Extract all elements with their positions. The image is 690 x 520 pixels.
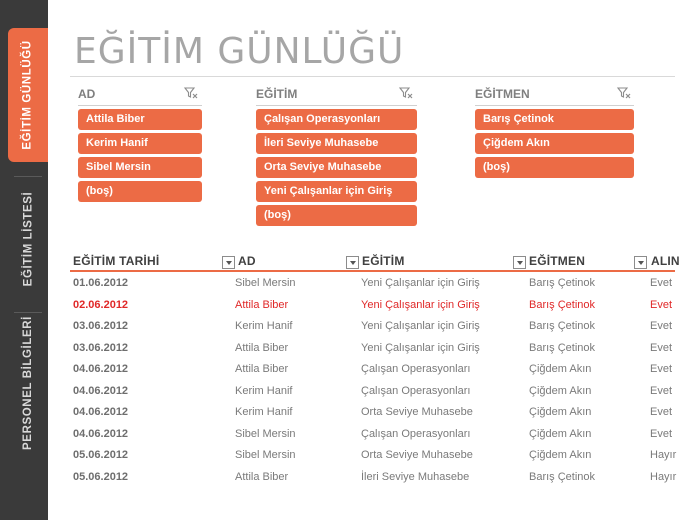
- slicer-title: AD: [78, 87, 96, 101]
- slicer-egitmen: [475, 84, 634, 181]
- table-row[interactable]: [70, 466, 675, 488]
- clear-filter-icon[interactable]: [399, 86, 413, 100]
- cell-date: 03.06.2012: [73, 341, 129, 354]
- cell-egitim: Yeni Çalışanlar için Giriş: [361, 277, 480, 289]
- table-row[interactable]: [70, 444, 675, 466]
- cell-alin: Evet: [650, 384, 673, 397]
- slicer-item[interactable]: Sibel Mersin: [78, 157, 202, 178]
- slicer-items: [256, 106, 417, 226]
- slicer-header: [475, 84, 634, 106]
- cell-ad: Sibel Mersin: [235, 449, 296, 461]
- column-header-ad: AD: [238, 254, 256, 268]
- slicer-item[interactable]: Attila Biber: [78, 109, 202, 130]
- tab-label: EĞİTİM GÜNLÜĞÜ: [22, 40, 34, 150]
- slicer-items: [78, 106, 202, 202]
- cell-date: 05.06.2012: [73, 449, 129, 461]
- cell-ad: Sibel Mersin: [235, 277, 296, 289]
- clear-filter-icon[interactable]: [184, 86, 198, 100]
- column-filter-dropdown[interactable]: [222, 256, 235, 269]
- column-header-egitmen: EĞİTMEN: [529, 254, 586, 268]
- cell-egitim: Yeni Çalışanlar için Giriş: [361, 320, 480, 332]
- slicer-item[interactable]: Kerim Hanif: [78, 133, 202, 154]
- tab-personel-bilgileri[interactable]: [8, 318, 48, 448]
- cell-ad: Attila Biber: [235, 470, 289, 483]
- table-row[interactable]: [70, 294, 675, 316]
- cell-egitmen: Barış Çetinok: [529, 277, 596, 289]
- column-filter-dropdown[interactable]: [346, 256, 359, 269]
- cell-ad: Attila Biber: [235, 298, 289, 311]
- cell-date: 03.06.2012: [73, 320, 129, 332]
- table-row[interactable]: [70, 380, 675, 402]
- cell-ad: Sibel Mersin: [235, 427, 296, 440]
- cell-egitim: Orta Seviye Muhasebe: [361, 406, 473, 418]
- cell-egitmen: Barış Çetinok: [529, 470, 596, 483]
- cell-alin: Hayır: [650, 470, 677, 483]
- cell-alin: Evet: [650, 427, 673, 440]
- sheet-tab-bar: [0, 0, 48, 520]
- tab-egitim-listesi[interactable]: [8, 184, 48, 294]
- cell-egitmen: Çiğdem Akın: [529, 406, 592, 418]
- column-header-egitim-tarihi: EĞİTİM TARİHİ: [73, 254, 160, 268]
- table-row[interactable]: [70, 272, 675, 294]
- cell-date: 02.06.2012: [73, 298, 129, 311]
- slicer-item[interactable]: (boş): [256, 205, 417, 226]
- table-row[interactable]: [70, 315, 675, 337]
- cell-egitim: İleri Seviye Muhasebe: [361, 470, 470, 483]
- cell-egitmen: Çiğdem Akın: [529, 427, 592, 440]
- page-title: EĞİTİM GÜNLÜĞÜ: [74, 31, 405, 72]
- cell-ad: Kerim Hanif: [235, 406, 293, 418]
- table-row[interactable]: [70, 423, 675, 445]
- cell-egitmen: Çiğdem Akın: [529, 363, 592, 375]
- cell-ad: Attila Biber: [235, 341, 289, 354]
- column-filter-dropdown[interactable]: [513, 256, 526, 269]
- table-row[interactable]: [70, 337, 675, 359]
- cell-egitim: Çalışan Operasyonları: [361, 384, 471, 397]
- cell-egitim: Yeni Çalışanlar için Giriş: [361, 298, 480, 311]
- cell-egitim: Çalışan Operasyonları: [361, 363, 471, 375]
- table-row[interactable]: [70, 401, 675, 423]
- cell-date: 04.06.2012: [73, 384, 129, 397]
- slicer-ad: [78, 84, 202, 205]
- slicer-egitim: [256, 84, 417, 229]
- tab-divider: [14, 312, 42, 313]
- cell-egitim: Yeni Çalışanlar için Giriş: [361, 341, 480, 354]
- column-filter-dropdown[interactable]: [634, 256, 647, 269]
- tab-divider: [14, 176, 42, 177]
- tab-label: PERSONEL BİLGİLERİ: [22, 316, 35, 450]
- cell-alin: Evet: [650, 320, 673, 332]
- slicer-item[interactable]: Çiğdem Akın: [475, 133, 634, 154]
- column-header-alin: ALIN: [651, 254, 680, 268]
- title-divider: [70, 76, 675, 77]
- cell-date: 05.06.2012: [73, 470, 129, 483]
- cell-egitmen: Barış Çetinok: [529, 320, 596, 332]
- cell-date: 04.06.2012: [73, 406, 129, 418]
- slicer-item[interactable]: Orta Seviye Muhasebe: [256, 157, 417, 178]
- cell-alin: Evet: [650, 341, 673, 354]
- table-body: [70, 272, 675, 487]
- table-header: [70, 252, 680, 272]
- cell-egitim: Çalışan Operasyonları: [361, 427, 471, 440]
- cell-egitmen: Çiğdem Akın: [529, 449, 592, 461]
- slicer-item[interactable]: Çalışan Operasyonları: [256, 109, 417, 130]
- tab-label: EĞİTİM LİSTESİ: [22, 191, 34, 287]
- cell-egitmen: Çiğdem Akın: [529, 384, 592, 397]
- slicer-item[interactable]: İleri Seviye Muhasebe: [256, 133, 417, 154]
- slicer-item[interactable]: (boş): [475, 157, 634, 178]
- cell-date: 04.06.2012: [73, 363, 129, 375]
- slicer-item[interactable]: (boş): [78, 181, 202, 202]
- cell-ad: Attila Biber: [235, 363, 289, 375]
- cell-alin: Evet: [650, 277, 673, 289]
- cell-alin: Evet: [650, 406, 673, 418]
- cell-ad: Kerim Hanif: [235, 384, 293, 397]
- cell-ad: Kerim Hanif: [235, 320, 293, 332]
- table-row[interactable]: [70, 358, 675, 380]
- cell-date: 04.06.2012: [73, 427, 129, 440]
- slicer-title: EĞİTİM: [256, 87, 298, 101]
- slicer-item[interactable]: Barış Çetinok: [475, 109, 634, 130]
- slicer-item[interactable]: Yeni Çalışanlar için Giriş: [256, 181, 417, 202]
- slicer-header: [256, 84, 417, 106]
- cell-egitim: Orta Seviye Muhasebe: [361, 449, 473, 461]
- cell-egitmen: Barış Çetinok: [529, 341, 596, 354]
- cell-alin: Hayır: [650, 449, 677, 461]
- cell-egitmen: Barış Çetinok: [529, 298, 596, 311]
- slicer-items: [475, 106, 634, 178]
- clear-filter-icon[interactable]: [617, 86, 631, 100]
- slicer-title: EĞİTMEN: [475, 87, 530, 101]
- cell-alin: Evet: [650, 363, 673, 375]
- tab-egitim-gunlugu[interactable]: [8, 28, 48, 162]
- column-header-egitim: EĞİTİM: [362, 254, 405, 268]
- cell-date: 01.06.2012: [73, 277, 129, 289]
- cell-alin: Evet: [650, 298, 673, 311]
